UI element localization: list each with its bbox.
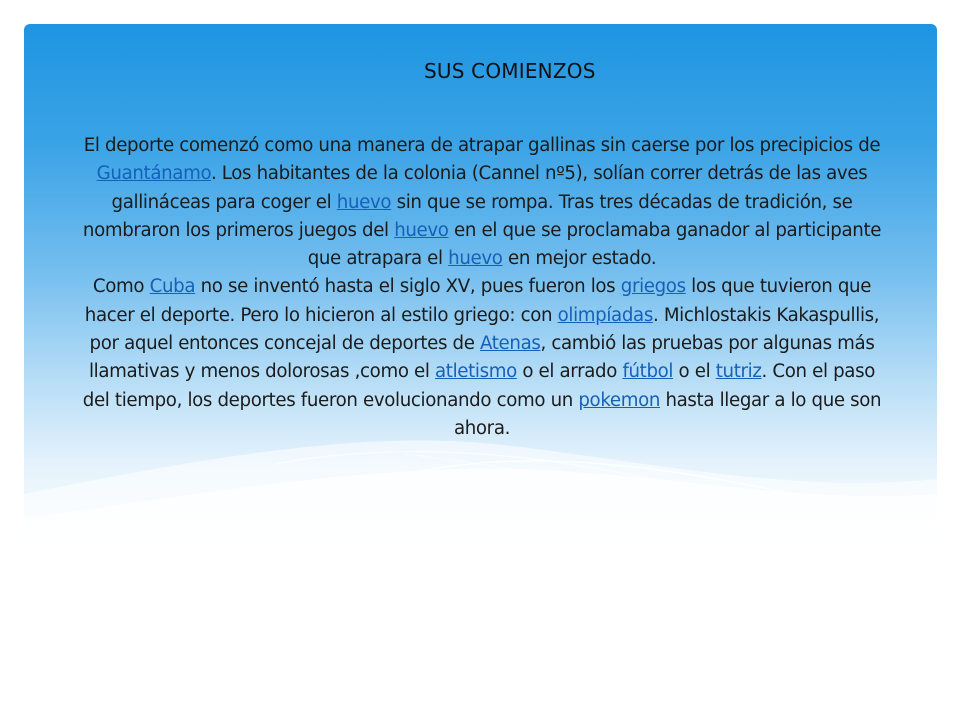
body-text-segment: o el [673,361,716,383]
body-text-segment: El deporte comenzó como una manera de atrapar gallinas sin caerse por los precipicios de [83,135,881,156]
slide-background [24,24,937,564]
link-atletismo[interactable]: atletismo [435,361,517,383]
body-text-segment: o el arrado [516,361,623,383]
body-text-segment: no se inventó hasta el siglo XV, pues fueron los [195,276,621,298]
paragraph-2 [83,276,881,438]
body-text-segment: . Con el paso del tiempo, los deportes fueron evolucionando como un [82,361,875,411]
link-tutriz[interactable]: tutriz [715,361,762,383]
body-text-segment: . Michlostakis Kakaspullis, por aquel entonces concejal de deportes de [89,304,880,355]
link-atenas[interactable]: Atenas [480,333,541,355]
body-text-segment: , cambió las pruebas por algunas más llamativas y menos dolorosas ,como el [88,333,875,383]
link-griegos[interactable]: griegos [620,276,686,298]
body-text-segment: hasta llegar a lo que son ahora. [453,389,882,439]
slide-body [76,132,888,443]
link-huevo[interactable]: huevo [448,248,503,270]
link-olimpiadas[interactable]: olimpíadas [557,304,653,326]
body-text-segment: en mejor estado. [502,248,657,270]
body-text-segment: Como [92,276,150,298]
body-text-segment: en el que se proclamaba ganador al participante que atrapara el [307,219,882,270]
link-huevo[interactable]: huevo [336,191,392,213]
paragraph-1 [83,135,881,269]
link-huevo[interactable]: huevo [394,219,449,241]
body-text-segment: . Los habitantes de la colonia (Cannel nº5), solían correr detrás de las aves gallináceas para coger el [111,163,868,213]
slide-title: SUS COMIENZOS [424,59,596,83]
link-cuba[interactable]: Cuba [149,276,196,298]
body-text-segment: los que tuvieron que hacer el deporte. Pero lo hicieron al estilo griego: con [84,276,872,326]
body-text-segment: sin que se rompa. Tras tres décadas de tradición, se nombraron los primeros juegos del [82,191,853,241]
link-guantanamo[interactable]: Guantánamo [96,163,211,185]
link-pokemon[interactable]: pokemon [578,389,661,411]
link-futbol[interactable]: fútbol [622,361,674,383]
